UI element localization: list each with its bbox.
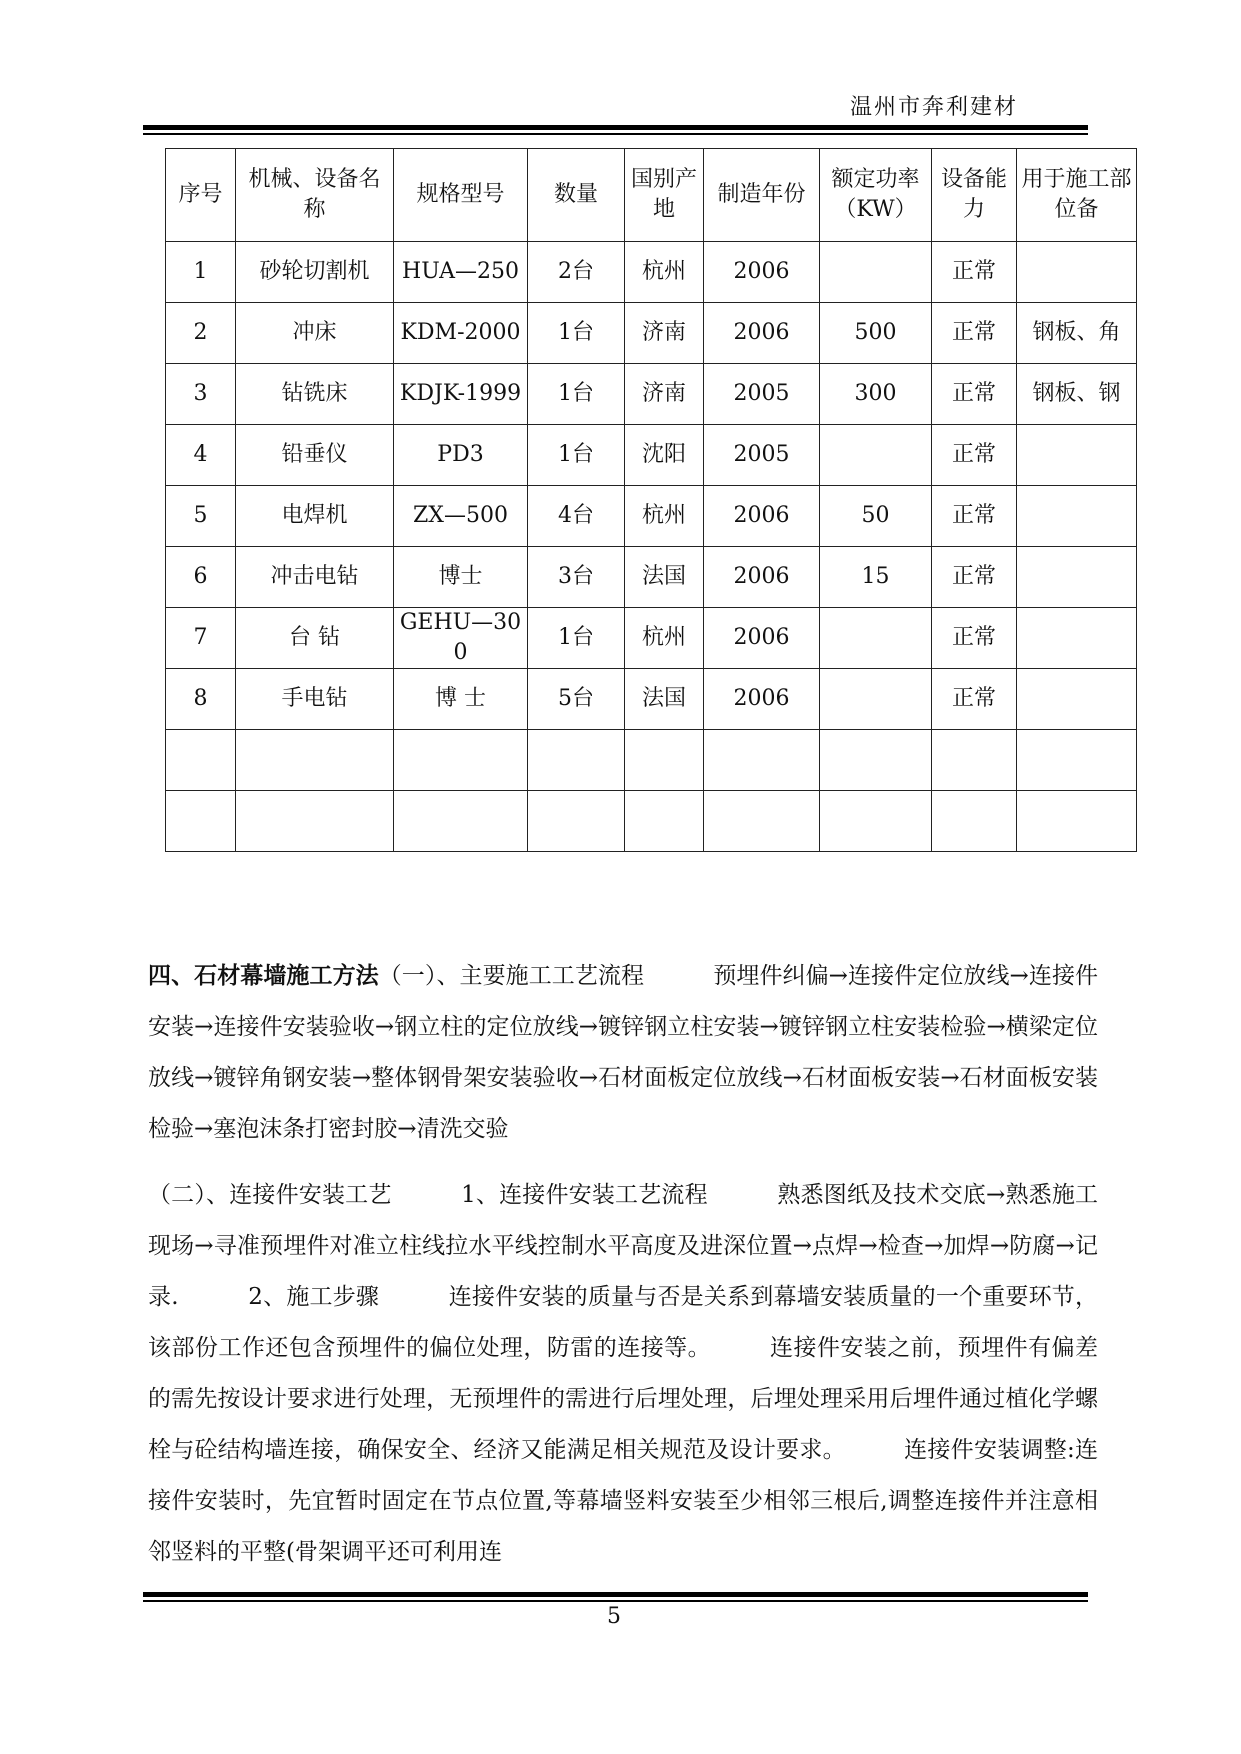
table-cell: 正常	[932, 425, 1017, 486]
table-cell: 1台	[528, 303, 625, 364]
table-cell: 2006	[704, 486, 820, 547]
table-cell: PD3	[394, 425, 528, 486]
table-cell: 台 钻	[236, 608, 394, 669]
table-row	[166, 364, 1137, 425]
table-row	[166, 730, 1137, 791]
table-cell: 杭州	[625, 486, 704, 547]
table-cell	[820, 608, 932, 669]
table-row	[166, 242, 1137, 303]
table-cell	[394, 791, 528, 852]
table-cell	[236, 730, 394, 791]
table-cell: 正常	[932, 608, 1017, 669]
header-company: 温州市奔利建材	[850, 95, 1019, 120]
table-cell	[820, 425, 932, 486]
table-cell	[1017, 242, 1137, 303]
table-cell	[820, 242, 932, 303]
table-cell	[1017, 791, 1137, 852]
table-cell	[1017, 730, 1137, 791]
table-cell: 2006	[704, 303, 820, 364]
table-cell	[1017, 608, 1137, 669]
footer-rule-thin	[143, 1600, 1088, 1602]
table-cell	[932, 730, 1017, 791]
table-cell: 2005	[704, 364, 820, 425]
table-cell: 济南	[625, 303, 704, 364]
table-cell	[394, 730, 528, 791]
table-cell: 2006	[704, 608, 820, 669]
table-cell	[1017, 425, 1137, 486]
table-row	[166, 303, 1137, 364]
section-paragraph-2	[148, 1170, 1098, 1578]
table-cell: 沈阳	[625, 425, 704, 486]
table-cell: 法国	[625, 669, 704, 730]
table-cell: 杭州	[625, 242, 704, 303]
table-cell: 钻铣床	[236, 364, 394, 425]
table-cell: 8	[166, 669, 236, 730]
section-paragraph-1	[148, 950, 1098, 1155]
table-cell: 50	[820, 486, 932, 547]
table-cell: 6	[166, 547, 236, 608]
table-cell: 1台	[528, 364, 625, 425]
table-cell: 正常	[932, 547, 1017, 608]
table-cell: 1	[166, 242, 236, 303]
table-cell: 1台	[528, 425, 625, 486]
header-cell: 机械、设备名称	[236, 149, 394, 242]
paragraph-text: （一）、主要施工工艺流程 预埋件纠偏→连接件定位放线→连接件安装→连接件安装验收→钢立柱的定位放线→镀锌钢立柱安装→镀锌钢立柱安装检验→横梁定位放线→镀锌角钢安装→整体钢骨架安装验收→石材面板定位放线→石材面板安装→石材面板安装检验→塞泡沫条打密封胶→清洗交验	[148, 963, 1099, 1142]
table-row	[166, 608, 1137, 669]
table-cell: 正常	[932, 242, 1017, 303]
table-row	[166, 425, 1137, 486]
table-cell: KDM-2000	[394, 303, 528, 364]
header-cell: 序号	[166, 149, 236, 242]
header-rule-thin	[143, 133, 1088, 135]
table-cell	[820, 669, 932, 730]
table-cell: 正常	[932, 669, 1017, 730]
table-cell	[528, 730, 625, 791]
table-cell: 300	[820, 364, 932, 425]
table-cell	[704, 730, 820, 791]
table-cell: 2台	[528, 242, 625, 303]
table-cell	[1017, 547, 1137, 608]
header-cell: 用于施工部位备	[1017, 149, 1137, 242]
table-cell: 7	[166, 608, 236, 669]
header-rule-thick	[143, 125, 1088, 130]
table-cell: ZX—500	[394, 486, 528, 547]
table-cell: 4	[166, 425, 236, 486]
table-cell: 5台	[528, 669, 625, 730]
table-cell	[166, 730, 236, 791]
table-cell: 电焊机	[236, 486, 394, 547]
table-cell: GEHU—300	[394, 608, 528, 669]
header-cell: 额定功率（KW）	[820, 149, 932, 242]
table-cell: 1台	[528, 608, 625, 669]
table-cell: 2006	[704, 242, 820, 303]
table-cell: HUA—250	[394, 242, 528, 303]
table-cell	[932, 791, 1017, 852]
table-cell	[166, 791, 236, 852]
table-cell: 15	[820, 547, 932, 608]
page-number: 5	[607, 1604, 621, 1629]
table-cell: KDJK-1999	[394, 364, 528, 425]
table-cell	[236, 791, 394, 852]
header-cell: 规格型号	[394, 149, 528, 242]
table-header-row	[166, 149, 1137, 242]
table-cell: 钢板、钢	[1017, 364, 1137, 425]
table-row	[166, 669, 1137, 730]
table-cell: 3	[166, 364, 236, 425]
table-row	[166, 547, 1137, 608]
header-cell: 国别产地	[625, 149, 704, 242]
table-cell: 法国	[625, 547, 704, 608]
table-cell: 冲床	[236, 303, 394, 364]
table-row	[166, 791, 1137, 852]
table-cell	[704, 791, 820, 852]
header-cell: 数量	[528, 149, 625, 242]
table-cell	[1017, 486, 1137, 547]
table-cell: 500	[820, 303, 932, 364]
table-cell: 正常	[932, 303, 1017, 364]
table-cell	[820, 791, 932, 852]
table-cell: 2006	[704, 547, 820, 608]
table-cell: 手电钻	[236, 669, 394, 730]
table-cell: 2005	[704, 425, 820, 486]
table-cell: 博士	[394, 547, 528, 608]
table-cell: 4台	[528, 486, 625, 547]
table-row	[166, 486, 1137, 547]
table-cell: 2006	[704, 669, 820, 730]
table-cell: 冲击电钻	[236, 547, 394, 608]
table-cell: 3台	[528, 547, 625, 608]
table-cell: 钢板、角	[1017, 303, 1137, 364]
table-cell	[528, 791, 625, 852]
table-cell: 博 士	[394, 669, 528, 730]
paragraph-text: （二）、连接件安装工艺 1、连接件安装工艺流程 熟悉图纸及技术交底→熟悉施工现场→寻准预埋件对准立柱线拉水平线控制水平高度及进深位置→点焊→检查→加焊→防腐→记录. 2、施工步骤 连接件安装的质量与否是关系到幕墙安装质量的一个重要环节，该部份工作还包含预埋件的偏位处理，防雷的连接等。 连接件安装之前，预埋件有偏差的需先按设计要求进行处理，无预埋件的需进行后埋处理，后埋处理采用后埋件通过植化学螺栓与砼结构墙连接，确保安全、经济又能满足相关规范及设计要求。 连接件安装调整:连接件安装时，先宜暂时固定在节点位置,等幕墙竖料安装至少相邻三根后,调整连接件并注意相邻竖料的平整(骨架调平还可利用连	[148, 1182, 1098, 1565]
table-cell: 济南	[625, 364, 704, 425]
table-cell: 5	[166, 486, 236, 547]
table-cell	[625, 791, 704, 852]
section-heading: 四、石材幕墙施工方法	[148, 962, 379, 989]
table-cell: 正常	[932, 364, 1017, 425]
table-cell	[625, 730, 704, 791]
footer-rule-thick	[143, 1592, 1088, 1597]
table-cell: 2	[166, 303, 236, 364]
header-cell: 设备能力	[932, 149, 1017, 242]
header-cell: 制造年份	[704, 149, 820, 242]
table-cell: 砂轮切割机	[236, 242, 394, 303]
table-cell	[1017, 669, 1137, 730]
table-cell: 杭州	[625, 608, 704, 669]
table-cell: 铅垂仪	[236, 425, 394, 486]
equipment-table	[165, 148, 1137, 852]
table-cell	[820, 730, 932, 791]
table-cell: 正常	[932, 486, 1017, 547]
